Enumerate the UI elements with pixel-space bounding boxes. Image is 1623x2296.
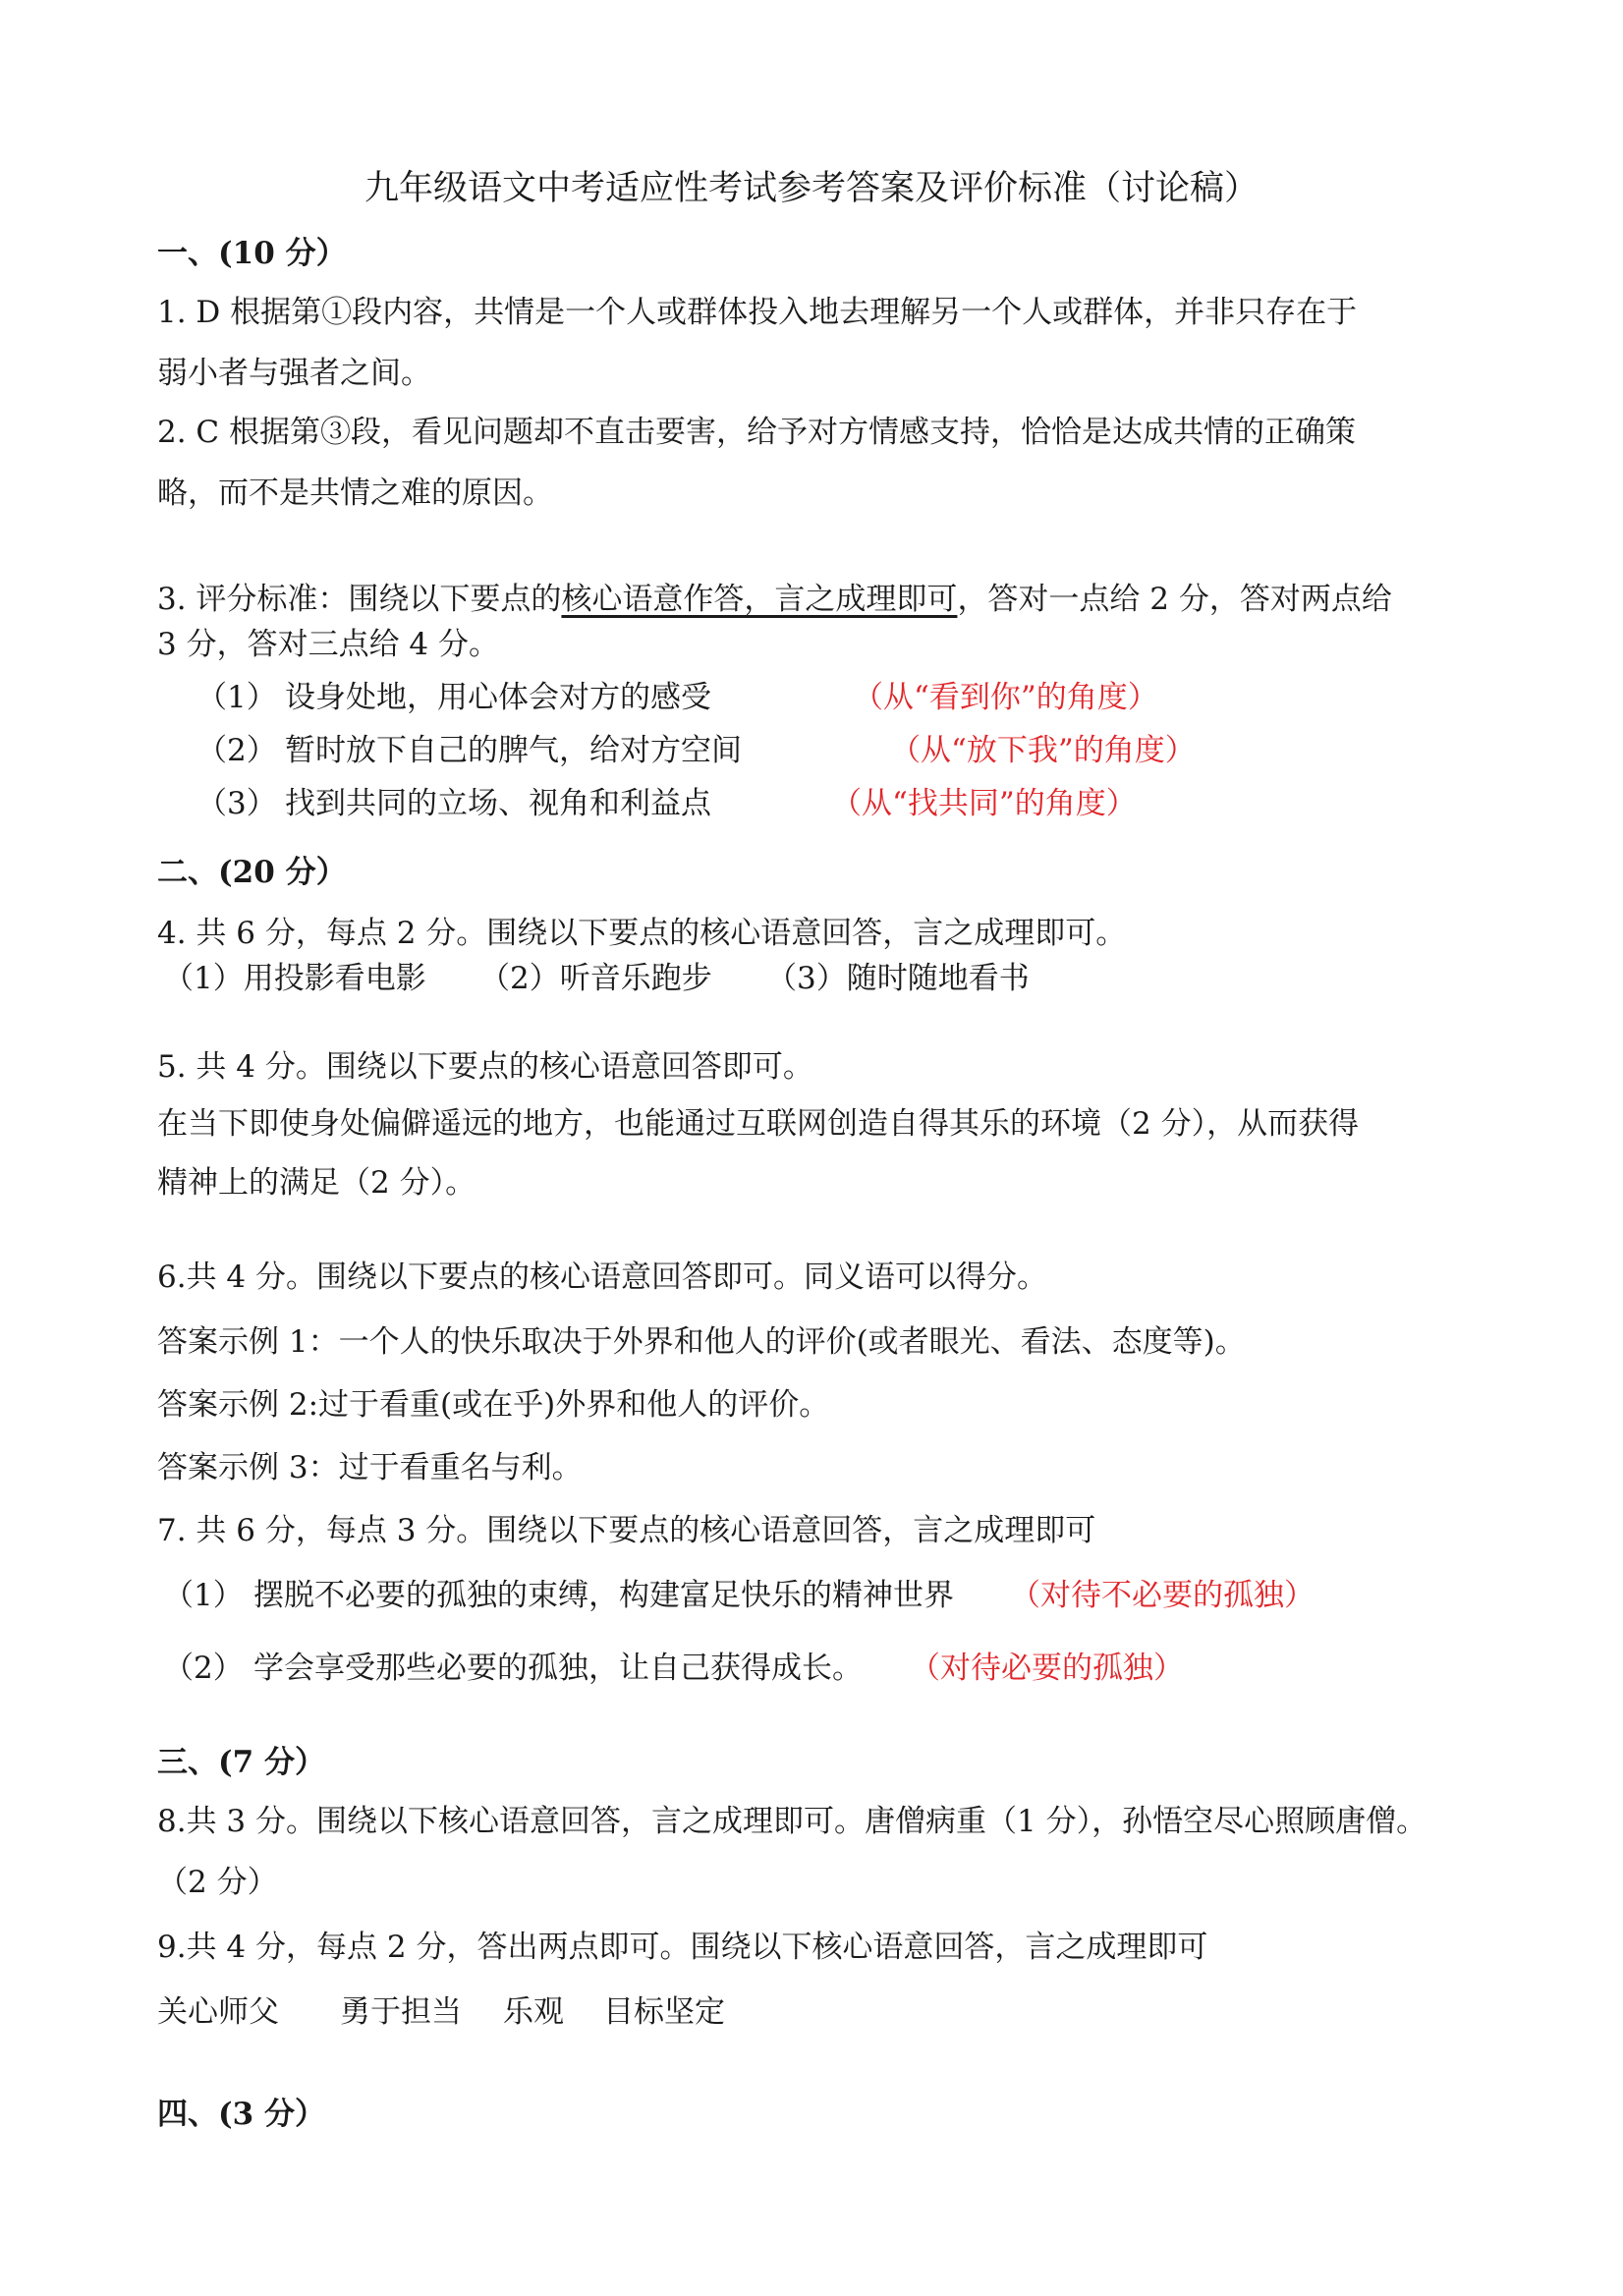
q5-line-2: 在当下即使身处偏僻遥远的地方，也能通过互联网创造自得其乐的环境（2 分），从而获得: [157, 1106, 1360, 1142]
q3-point-2-num: （2）: [196, 733, 277, 768]
q3-point-3-num: （3）: [196, 786, 277, 821]
q3-point-1-text: 设身处地，用心体会对方的感受: [285, 680, 711, 715]
q4-line-1: 4. 共 6 分，每点 2 分。围绕以下要点的核心语意回答，言之成理即可。: [157, 916, 1127, 951]
q6-line-1: 6.共 4 分。围绕以下要点的核心语意回答即可。同义语可以得分。: [157, 1260, 1048, 1295]
q3-underlined-criteria: 核心语意作答，言之成理即可: [561, 582, 958, 617]
q3-point-3-text: 找到共同的立场、视角和利益点: [285, 786, 711, 821]
q3-point-2-text: 暂时放下自己的脾气，给对方空间: [285, 733, 742, 768]
q9-point-3: 乐观: [503, 1994, 564, 2030]
q5-line-1: 5. 共 4 分。围绕以下要点的核心语意回答即可。: [157, 1049, 813, 1085]
q3-line-2: 3 分，答对三点给 4 分。: [157, 627, 500, 662]
q3-suffix: ，答对一点给 2 分，答对两点给: [957, 582, 1392, 617]
section-4-heading: 四、(3 分）: [157, 2097, 326, 2132]
q9-point-4: 目标坚定: [603, 1994, 725, 2030]
q1-line-2: 弱小者与强者之间。: [157, 356, 431, 391]
page-title: 九年级语文中考适应性考试参考答案及评价标准（讨论稿）: [364, 169, 1259, 208]
q3-point-1-note: （从“看到你”的角度）: [853, 680, 1158, 715]
q3-point-3-note: （从“找共同”的角度）: [831, 786, 1137, 821]
q6-example-3: 答案示例 3：过于看重名与利。: [157, 1450, 583, 1485]
section-3-heading: 三、(7 分）: [157, 1745, 326, 1780]
q4-point-2: （2）听音乐跑步: [479, 961, 712, 996]
q7-point-2-num: （2）: [163, 1651, 244, 1686]
q3-prefix: 3. 评分标准：围绕以下要点的: [157, 582, 562, 617]
q4-point-3: （3）随时随地看书: [766, 961, 1030, 996]
q7-point-1-note: （对待不必要的孤独）: [1010, 1578, 1315, 1613]
q3-point-2-note: （从“放下我”的角度）: [890, 733, 1196, 768]
q9-point-1: 关心师父: [157, 1994, 279, 2030]
q3-line-1: [157, 580, 1392, 619]
q7-point-2-text: 学会享受那些必要的孤独，让自己获得成长。: [253, 1651, 863, 1686]
q7-point-1-text: 摆脱不必要的孤独的束缚，构建富足快乐的精神世界: [253, 1578, 954, 1613]
q5-line-3: 精神上的满足（2 分）。: [157, 1165, 476, 1201]
q2-line-1: 2. C 根据第③段，看见问题却不直击要害，给予对方情感支持，恰恰是达成共情的正确策: [157, 415, 1357, 450]
q1-line-1: 1. D 根据第①段内容，共情是一个人或群体投入地去理解另一个人或群体，并非只存在于: [157, 295, 1358, 330]
q4-point-1: （1）用投影看电影: [163, 961, 426, 996]
q7-point-1-num: （1）: [163, 1578, 244, 1613]
q7-point-2-note: （对待必要的孤独）: [910, 1651, 1184, 1686]
q3-point-1-num: （1）: [196, 680, 277, 715]
q9-point-2: 勇于担当: [340, 1994, 462, 2030]
q6-example-1: 答案示例 1：一个人的快乐取决于外界和他人的评价(或者眼光、看法、态度等)。: [157, 1324, 1246, 1360]
q7-line-1: 7. 共 6 分，每点 3 分。围绕以下要点的核心语意回答，言之成理即可: [157, 1513, 1096, 1548]
q9-line-1: 9.共 4 分，每点 2 分，答出两点即可。围绕以下核心语意回答，言之成理即可: [157, 1930, 1208, 1965]
q8-line-1: 8.共 3 分。围绕以下核心语意回答，言之成理即可。唐僧病重（1 分），孙悟空尽心照顾唐僧。: [157, 1804, 1427, 1839]
q8-line-2: （2 分）: [157, 1865, 278, 1900]
section-2-heading: 二、(20 分）: [157, 855, 347, 890]
section-1-heading: 一、(10 分）: [157, 236, 347, 271]
q6-example-2: 答案示例 2:过于看重(或在乎)外界和他人的评价。: [157, 1387, 830, 1423]
q2-line-2: 略，而不是共情之难的原因。: [157, 476, 553, 511]
